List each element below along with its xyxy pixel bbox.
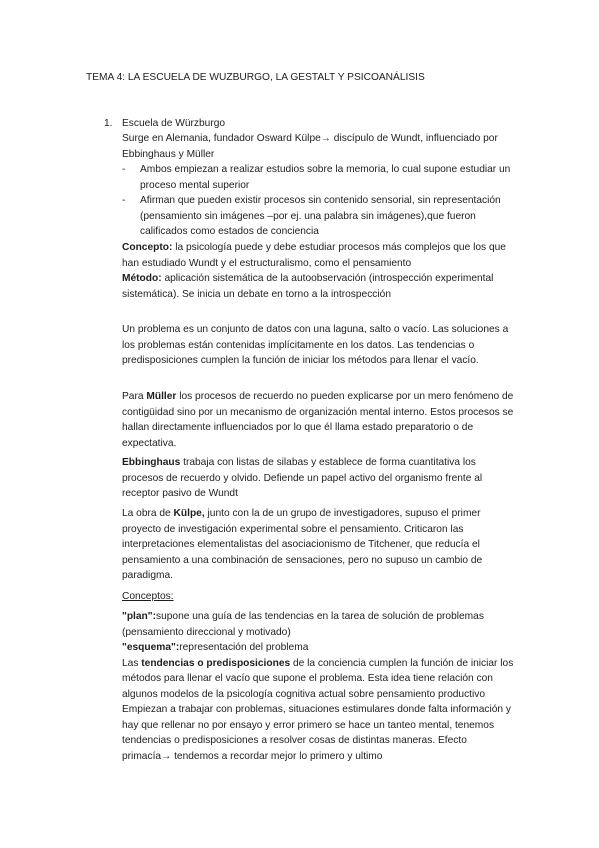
- muller-paragraph: Para Müller los procesos de recuerdo no pueden explicarse por un mero fenómeno de contigüidad sino por un mecanismo de organización mental interno. Estos procesos se hallan directamente influenciados por lo que él llama estado preparatorio o de expectativa.: [122, 391, 514, 449]
- concepto-paragraph: Concepto: la psicología puede y debe estudiar procesos más complejos que los que han estudiado Wundt y el estructuralismo, como el pensamiento Método: aplicación sistemática de la autoobservación (introspección experimental sistemática). Se inicia un debate en torno a la introspección: [122, 242, 506, 300]
- dash-marker: -: [122, 195, 126, 206]
- metodo-label: Método:: [122, 273, 162, 284]
- bullet-list: [122, 162, 514, 240]
- dash-marker: -: [122, 164, 126, 175]
- problema-paragraph: Un problema es un conjunto de datos con una laguna, salto o vacío. Las soluciones a los problemas están contenidas implícitamente en los datos. Las tendencias o predisposiciones cumplen la función de iniciar los métodos para llenar el vacío.: [122, 324, 509, 366]
- section-number: 1.: [104, 118, 113, 129]
- section-heading: Escuela de Würzburgo: [122, 118, 226, 129]
- kulpe-paragraph: La obra de Külpe, junto con la de un grupo de investigadores, supuso el primer proyecto de investigación experimental sobre el pensamiento. Criticaron las interpretaciones elementalistas del asociacionismo de Titchener, que reducía el pensamiento a una combinación de sensaciones, pero no supuso un cambio de paradigma.: [122, 508, 483, 581]
- concepto-label: Concepto:: [122, 242, 173, 253]
- list-item: - Ambos empiezan a realizar estudios sobre la memoria, lo cual supone estudiar un proceso mental superior: [122, 164, 511, 191]
- page-title: TEMA 4: LA ESCUELA DE WUZBURGO, LA GESTALT Y PSICOANÁLISIS: [86, 72, 425, 83]
- section-intro: Surge en Alemania, fundador Osward Külpe→ discípulo de Wundt, influenciado por Ebbinghaus y Müller: [122, 133, 498, 160]
- ebbinghaus-paragraph: Ebbinghaus trabaja con listas de silabas y establece de forma cuantitativa los procesos de recuerdo y olvido. Defiende un papel activo del organismo frente al receptor pasivo de Wundt: [122, 457, 483, 499]
- list-item: - Afirman que pueden existir procesos sin contenido sensorial, sin representación (pensamiento sin imágenes –por ej. una palabra sin imágenes),que fueron calificados como estados de conciencia: [122, 195, 501, 237]
- conceptos-heading: Conceptos:: [122, 591, 174, 602]
- conceptos-paragraph: "plan":supone una guía de las tendencias en la tarea de solución de problemas (pensamiento direccional y motivado) "esquema":representación del problema Las tendencias o predisposiciones de la conciencia cumplen la función de iniciar los métodos para llenar el vacío que supone el problema. Esta idea tiene relación con algunos modelos de la psicología cognitiva actual sobre pensamiento productivo Empiezan a trabajar con problemas, situaciones estimulares donde falta información y hay que rellenar no por ensayo y error primero se hace un tanteo mental, tenemos tendencias o predisposiciones a resolver cosas de distintas maneras. Efecto primacía→ tendemos a recordar mejor lo primero y ultimo: [122, 611, 514, 762]
